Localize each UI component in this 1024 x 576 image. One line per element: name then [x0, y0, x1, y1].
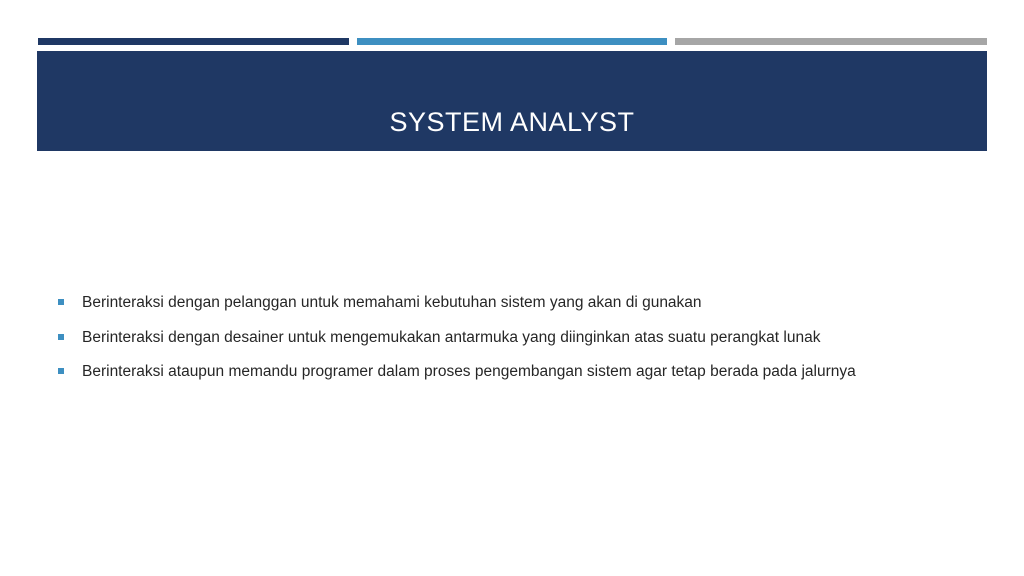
bullet-text: Berinteraksi dengan desainer untuk mengemukakan antarmuka yang diinginkan atas suatu perangkat lunak: [82, 328, 821, 346]
square-bullet-icon: [58, 334, 64, 340]
bullet-list: [58, 292, 988, 396]
bullet-item: [58, 327, 988, 362]
title-band: [37, 51, 987, 151]
accent-bar-dark-blue: [38, 38, 349, 45]
accent-bar-light-blue: [357, 38, 667, 45]
bullet-item: [58, 361, 988, 396]
bullet-item: [58, 292, 988, 327]
square-bullet-icon: [58, 368, 64, 374]
bullet-text: Berinteraksi dengan pelanggan untuk memahami kebutuhan sistem yang akan di gunakan: [82, 294, 702, 311]
accent-bar-gray: [675, 38, 987, 45]
bullet-text: Berinteraksi ataupun memandu programer dalam proses pengembangan sistem agar tetap berada pada jalurnya: [82, 363, 856, 380]
square-bullet-icon: [58, 299, 64, 305]
slide-title: SYSTEM ANALYST: [389, 106, 635, 137]
